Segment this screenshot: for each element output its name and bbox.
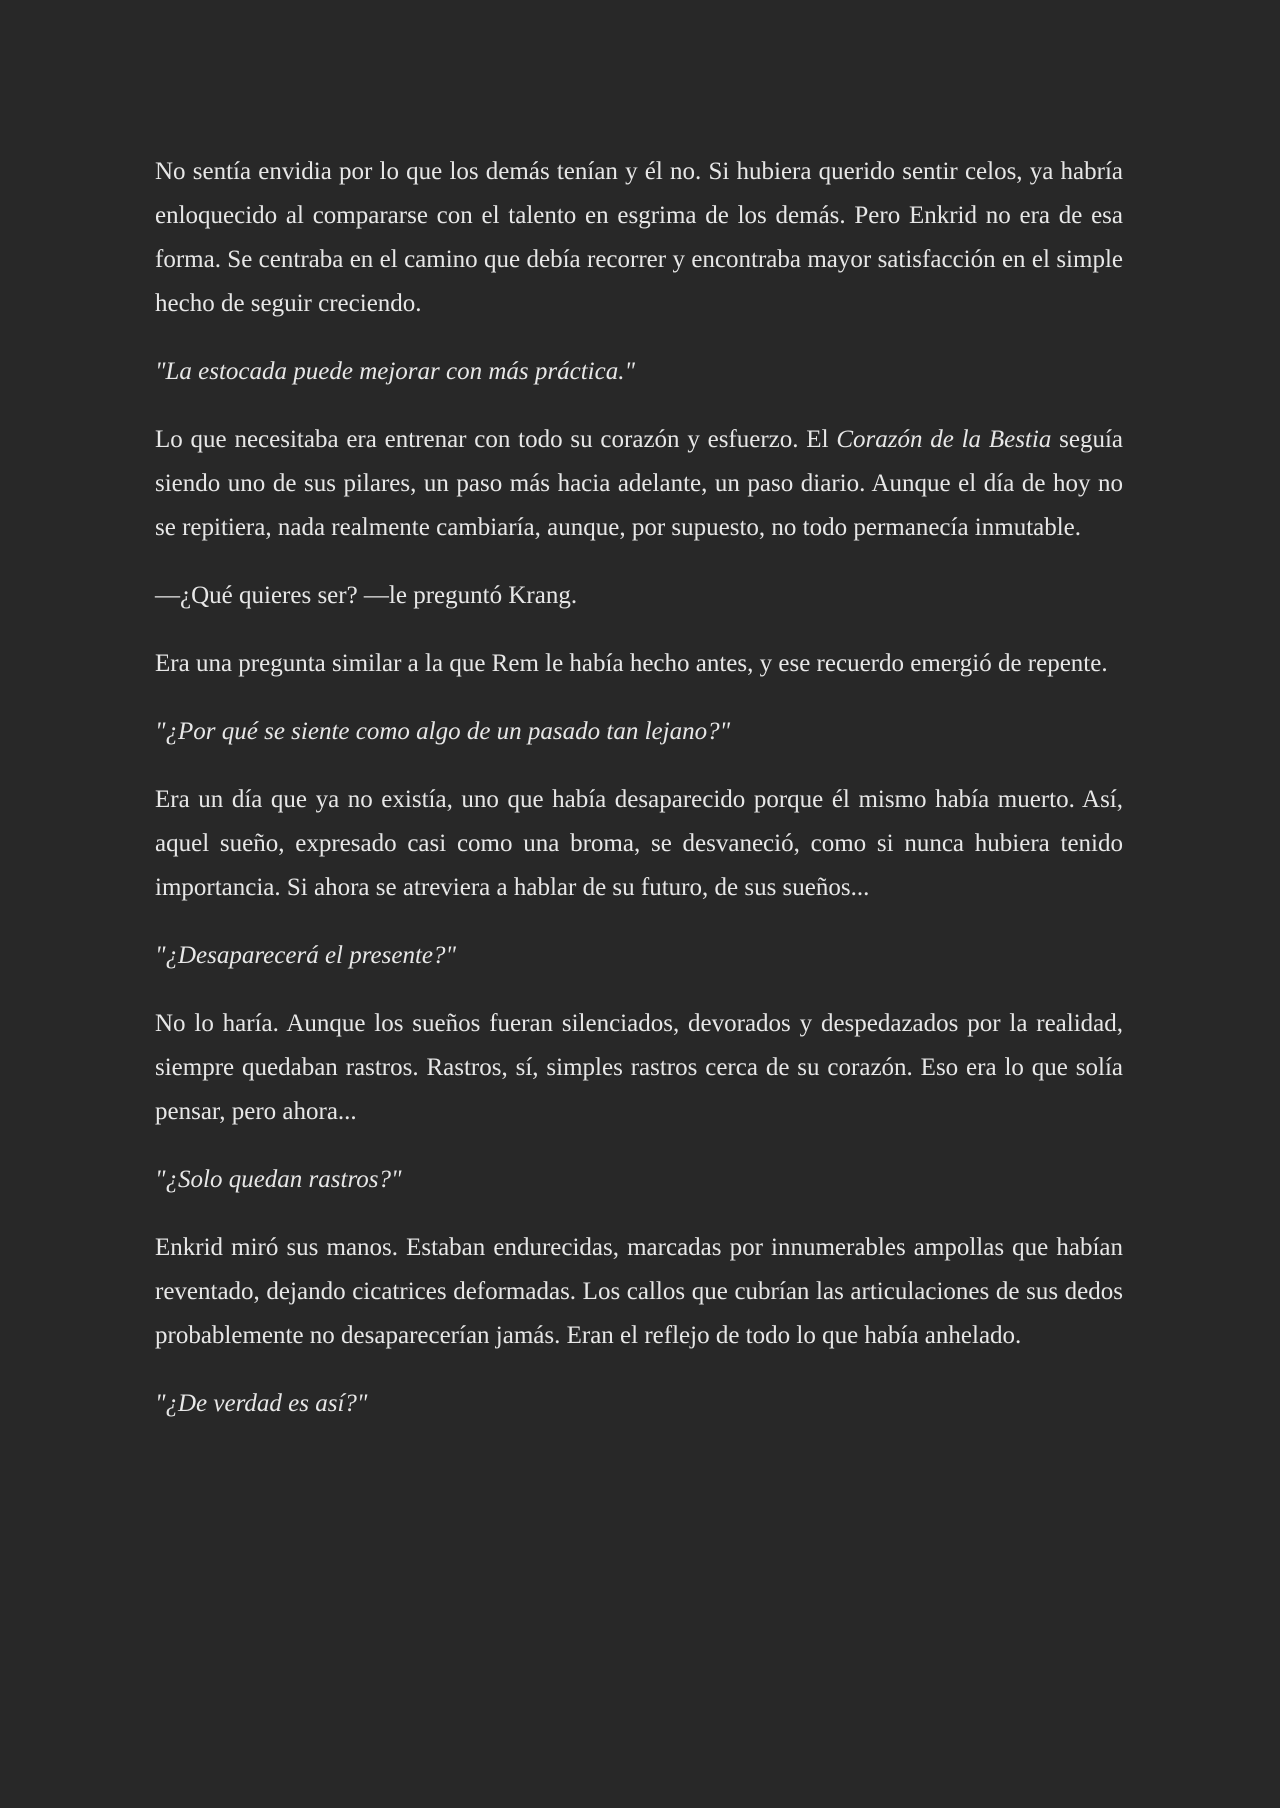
paragraph-training-text-start: Lo que necesitaba era entrenar con todo su corazón y esfuerzo. El xyxy=(155,426,837,453)
thought-only-traces: "¿Solo quedan rastros?" xyxy=(155,1166,402,1193)
paragraph-envy: No sentía envidia por lo que los demás tenían y él no. Si hubiera querido sentir celos, ya habría enloquecido al compararse con el talento en esgrima de los demás. Pero Enkrid no era de esa forma. Se centraba en el camino que debía recorrer y encontraba mayor satisfacción en el simple hecho de seguir creciendo. xyxy=(155,158,1123,317)
paragraph-vanished-day: Era un día que ya no existía, uno que había desaparecido porque él mismo había muerto. Así, aquel sueño, expresado casi como una broma, se desvaneció, como si nunca hubiera tenido importancia. Si ahora se atreviera a hablar de su futuro, de sus sueños... xyxy=(155,786,1123,901)
dialogue-krang-question: —¿Qué quieres ser? —le preguntó Krang. xyxy=(155,582,578,609)
thought-distant-past: "¿Por qué se siente como algo de un pasado tan lejano?" xyxy=(155,718,731,745)
beast-heart-title: Corazón de la Bestia xyxy=(836,426,1052,453)
paragraph-hands: Enkrid miró sus manos. Estaban endurecidas, marcadas por innumerables ampollas que habían reventado, dejando cicatrices deformadas. Los callos que cubrían las articulaciones de sus dedos probablemente no desaparecerían jamás. Eran el reflejo de todo lo que había anhelado. xyxy=(155,1234,1123,1349)
paragraph-dream-traces: No lo haría. Aunque los sueños fueran silenciados, devorados y despedazados por la realidad, siempre quedaban rastros. Rastros, sí, simples rastros cerca de su corazón. Eso era lo que solía pensar, pero ahora... xyxy=(155,1010,1123,1125)
reading-page xyxy=(155,150,1123,1450)
paragraph-training xyxy=(155,418,1123,550)
thought-present-disappear: "¿Desaparecerá el presente?" xyxy=(155,942,457,969)
paragraph-training-text-end: seguía siendo uno de sus pilares, un paso más hacia adelante, un paso diario. Aunque el día de hoy no se repitiera, nada realmente cambiaría, aunque, por supuesto, no todo permanecía inmutable. xyxy=(155,426,1123,541)
thought-is-it-so: "¿De verdad es así?" xyxy=(155,1390,368,1417)
paragraph-rem-memory: Era una pregunta similar a la que Rem le había hecho antes, y ese recuerdo emergió de repente. xyxy=(155,650,1108,677)
thought-thrust-practice: "La estocada puede mejorar con más práctica." xyxy=(155,358,635,385)
